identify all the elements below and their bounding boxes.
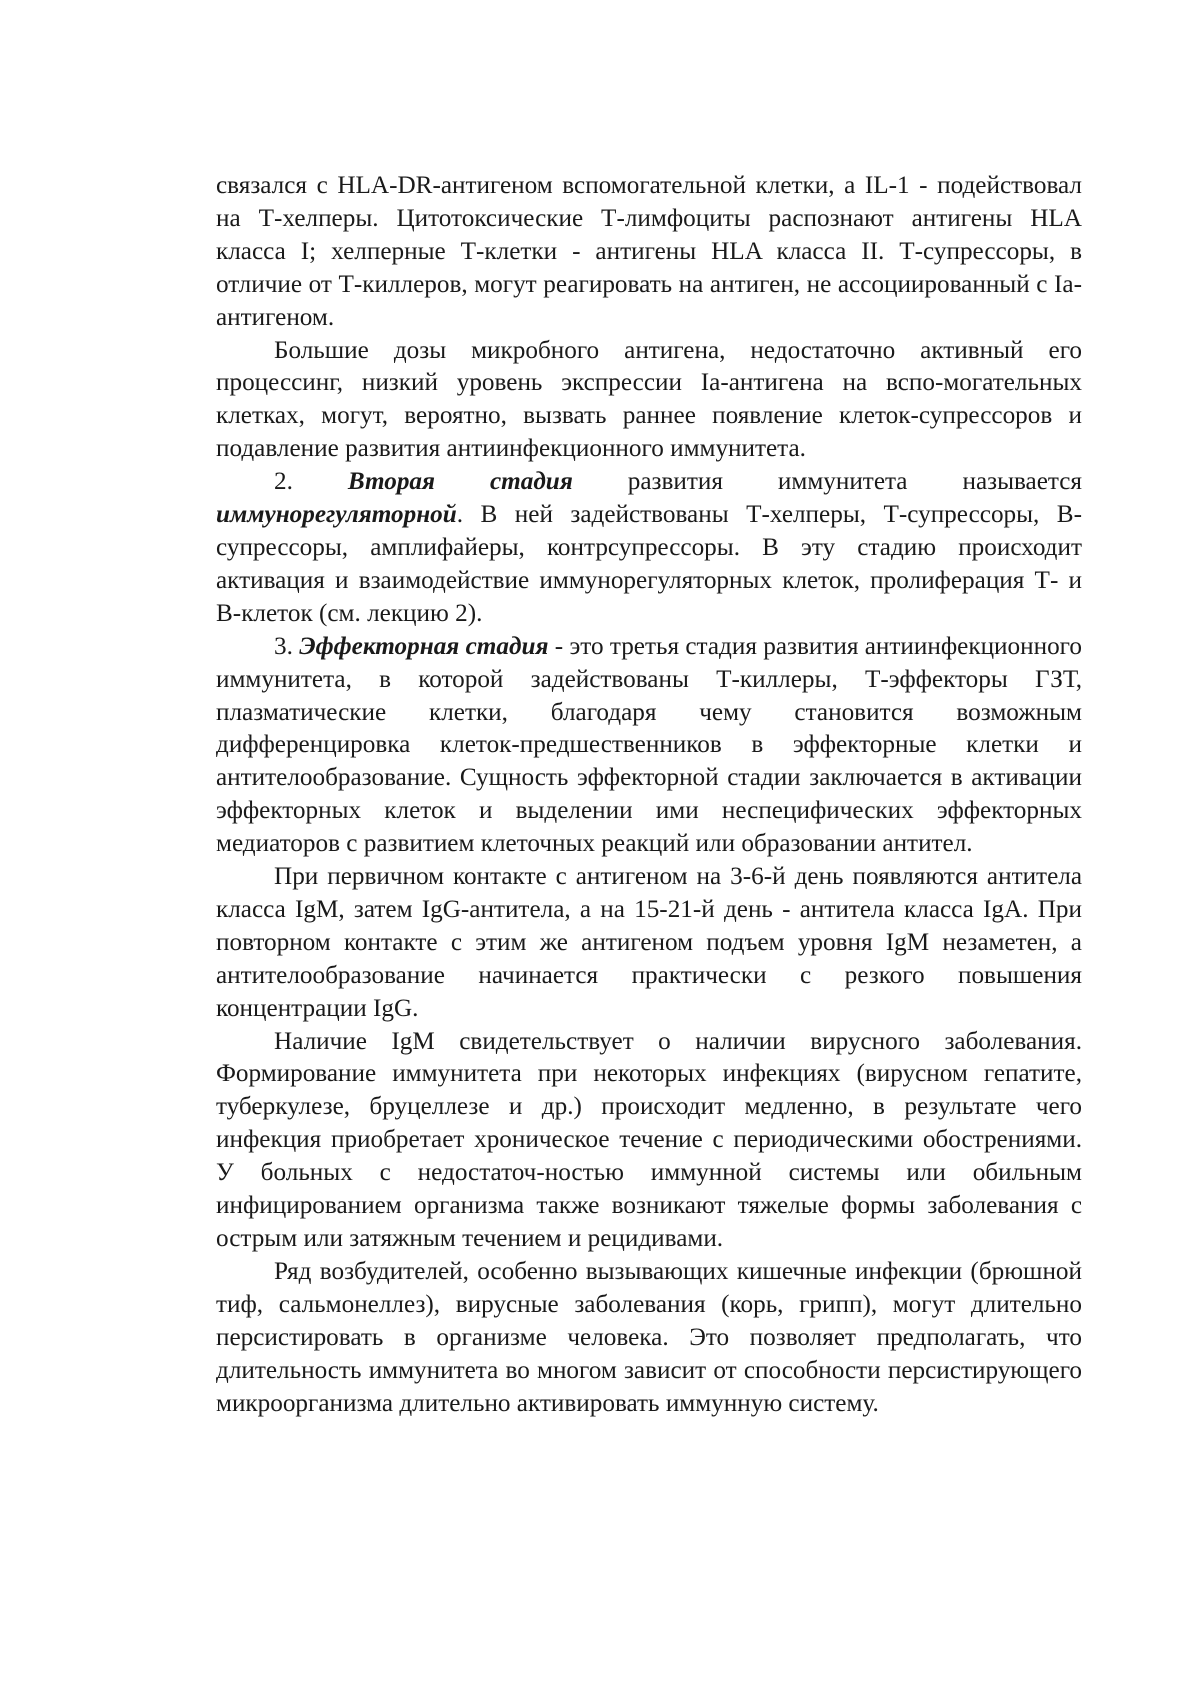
paragraph: [216, 861, 1082, 1026]
paragraph-text: развития иммунитета называется: [572, 468, 1082, 496]
paragraph: [216, 170, 1082, 335]
paragraph: [216, 335, 1082, 467]
paragraph-text: Большие дозы микробного антигена, недостаточно активный его процессинг, низкий уровень экспрессии Ia-антигена на вспо-могательных клетках, могут, вероятно, вызвать раннее появление клеток-супрессоров и подавление развития антиинфекционного иммунитета.: [216, 336, 1082, 463]
paragraph: [216, 631, 1082, 861]
paragraph-text: . В ней задействованы Т-хелперы, Т-супрессоры, В-супрессоры, амплифайеры, контрсупрессоры. В эту стадию происходит активация и взаимодействие иммунорегуляторных клеток, пролиферация Т- и В-клеток (см. лекцию 2).: [216, 501, 1082, 627]
paragraph-text: 2.: [274, 468, 348, 496]
emphasized-term: иммунорегуляторной: [216, 501, 457, 529]
paragraph-text: связался с HLA-DR-антигеном вспомогательной клетки, а IL-1 - подействовал на Т-хелперы. Цитотоксические Т-лимфоциты распознают антигены HLA класса I; хелперные Т-клетки - антигены HLA класса II. Т-супрессоры, в отличие от Т-киллеров, могут реагировать на антиген, не ассоциированный с Ia-антигеном.: [216, 172, 1082, 331]
paragraph-text: 3.: [274, 632, 300, 660]
paragraph-text: При первичном контакте с антигеном на 3-6-й день появляются антитела класса IgM, затем IgG-антитела, а на 15-21-й день - антитела класса IgA. При повторном контакте с этим же антигеном подъем уровня IgM незаметен, а антителообразование начинается практически с резкого повышения концентрации IgG.: [216, 863, 1082, 1022]
paragraph: [216, 1256, 1082, 1421]
document-page: [216, 170, 1082, 1420]
paragraph-text: Ряд возбудителей, особенно вызывающих кишечные инфекции (брюшной тиф, сальмонеллез), вирусные заболевания (корь, грипп), могут длительно персистировать в организме человека. Это позволяет предполагать, что длительность иммунитета во многом зависит от способности персистирующего микроорганизма длительно активировать иммунную систему.: [216, 1257, 1082, 1417]
paragraph: [216, 466, 1082, 631]
emphasized-term: Вторая стадия: [347, 468, 573, 496]
emphasized-term: Эффекторная стадия: [299, 632, 549, 660]
paragraph: [216, 1026, 1082, 1256]
paragraph-text: Наличие IgM свидетельствует о наличии вирусного заболевания. Формирование иммунитета при некоторых инфекциях (вирусном гепатите, туберкулезе, бруцеллезе и др.) происходит медленно, в результате чего инфекция приобретает хроническое течение с периодическими обострениями. У больных с недостаточ-ностью иммунной системы или обильным инфицированием организма также возникают тяжелые формы заболевания с острым или затяжным течением и рецидивами.: [216, 1027, 1082, 1252]
paragraph-text: - это третья стадия развития антиинфекционного иммунитета, в которой задействованы Т-киллеры, Т-эффекторы ГЗТ, плазматические клетки, благодаря чему становится возможным дифференцировка клеток-предшественников в эффекторные клетки и антителообразование. Сущность эффекторной стадии заключается в активации эффекторных клеток и выделении ими неспецифических эффекторных медиаторов с развитием клеточных реакций или образовании антител.: [216, 632, 1082, 858]
